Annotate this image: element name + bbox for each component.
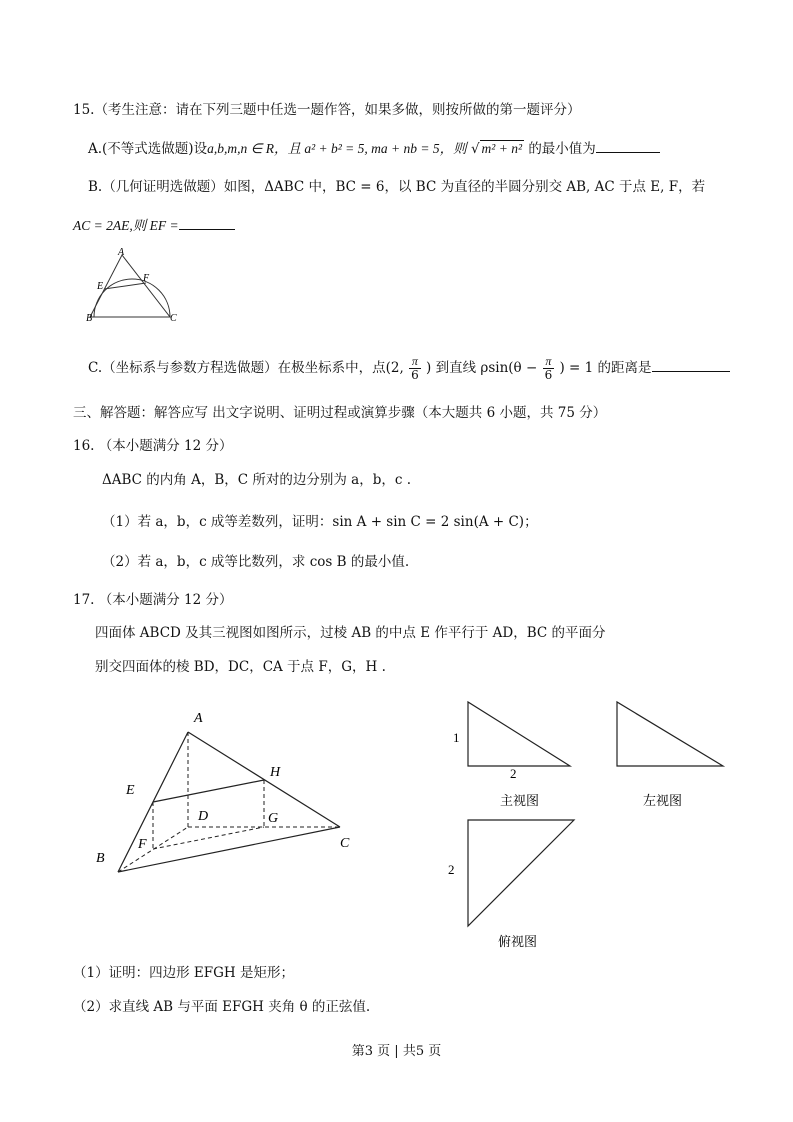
q16-line1: ΔABC 的内角 A，B，C 所对的边分别为 a，b，c . [102, 472, 411, 488]
q17-header: 17. （本小题满分 12 分） [73, 592, 233, 608]
q15-b-line2-text: AC = 2AE,则 EF = [73, 218, 179, 233]
q15-b-blank [179, 215, 235, 230]
left-view [617, 702, 723, 766]
q15-c-pi1: π [409, 355, 421, 369]
label-f: F [138, 837, 147, 852]
label-h: H [270, 765, 281, 780]
q15-b-line1: B.（几何证明选做题）如图，ΔABC 中，BC = 6，以 BC 为直径的半圆分别交 AB, AC 于点 E, F，若 [88, 179, 706, 195]
q16-part2: （2）若 a，b，c 成等比数列，求 cos B 的最小值. [102, 554, 410, 570]
q15-b-figure [80, 245, 200, 325]
label-d: D [198, 809, 209, 824]
q15-c-six2: 6 [544, 368, 553, 382]
q15-c-tail: ) = 1 的距离是 [559, 360, 652, 376]
front-view-label: 主视图 [500, 794, 540, 809]
left-view-label: 左视图 [643, 794, 683, 809]
q15-a-expr: m² + n² [481, 141, 523, 156]
label-b: B [86, 313, 93, 324]
q15-c [88, 355, 730, 382]
top-view [468, 820, 574, 926]
q17-line2: 别交四面体的棱 BD，DC，CA 于点 F，G，H . [95, 659, 386, 675]
label-b: B [96, 851, 105, 866]
q15-c-mid: ) 到直线 ρsin(θ − [426, 360, 538, 376]
label-e: E [126, 783, 135, 798]
q15-a-cond: ，且 a² + b² = 5, ma + nb = 5，则 [273, 141, 467, 156]
q17-part1: （1）证明：四边形 EFGH 是矩形； [73, 965, 294, 981]
section-3-heading: 三、解答题：解答应写 出文字说明、证明过程或演算步骤（本大题共 6 小题，共 75 分） [73, 405, 607, 421]
q15-c-blank [652, 357, 730, 372]
three-views [440, 690, 760, 960]
label-a: A [194, 711, 203, 726]
label-e: E [97, 281, 104, 292]
q16-header: 16. （本小题满分 12 分） [73, 438, 233, 454]
q15-a-suffix: 的最小值为 [528, 141, 596, 157]
top-view-label: 俯视图 [498, 935, 538, 950]
q15-c-six1: 6 [411, 368, 419, 382]
label-a: A [118, 247, 125, 258]
label-g: G [268, 811, 279, 826]
tetrahedron-figure [90, 700, 390, 880]
q15-a-prefix: A.(不等式选做题)设 [88, 141, 208, 157]
edge-ac [188, 732, 340, 827]
q17-line1: 四面体 ABCD 及其三视图如图所示，过棱 AB 的中点 E 作平行于 AD，BC 的平面分 [95, 625, 606, 641]
edge-eh [153, 780, 264, 802]
label-c: C [340, 836, 350, 851]
front-view-width: 2 [510, 766, 517, 781]
q16-part1: （1）若 a，b，c 成等差数列，证明：sin A + sin C = 2 sin(A + C)； [102, 514, 538, 530]
q15-b-line2 [73, 215, 235, 236]
q15-c-pi2: π [543, 355, 555, 369]
q15-c-prefix: C.（坐标系与参数方程选做题）在极坐标系中，点(2, [88, 360, 404, 376]
q15-header: 15.（考生注意：请在下列三题中任选一题作答，如果多做，则按所做的第一题评分） [73, 102, 581, 118]
q15-a-vars: a,b,m,n ∈ R [207, 141, 274, 156]
label-f: F [143, 273, 150, 284]
q15-a-blank [596, 138, 660, 153]
front-view-height: 1 [453, 730, 460, 745]
q15-a: A.(不等式选做题)设a,b,m,n ∈ R，且 a² + b² = 5, ma + nb = 5，则 √ m² + n² 的最小值为 [88, 138, 660, 159]
q17-part2: （2）求直线 AB 与平面 EFGH 夹角 θ 的正弦值. [73, 999, 371, 1015]
top-view-height: 2 [448, 862, 455, 877]
label-c: C [170, 313, 177, 324]
page-footer: 第3 页 | 共5 页 [351, 1044, 442, 1059]
front-view [468, 702, 570, 766]
